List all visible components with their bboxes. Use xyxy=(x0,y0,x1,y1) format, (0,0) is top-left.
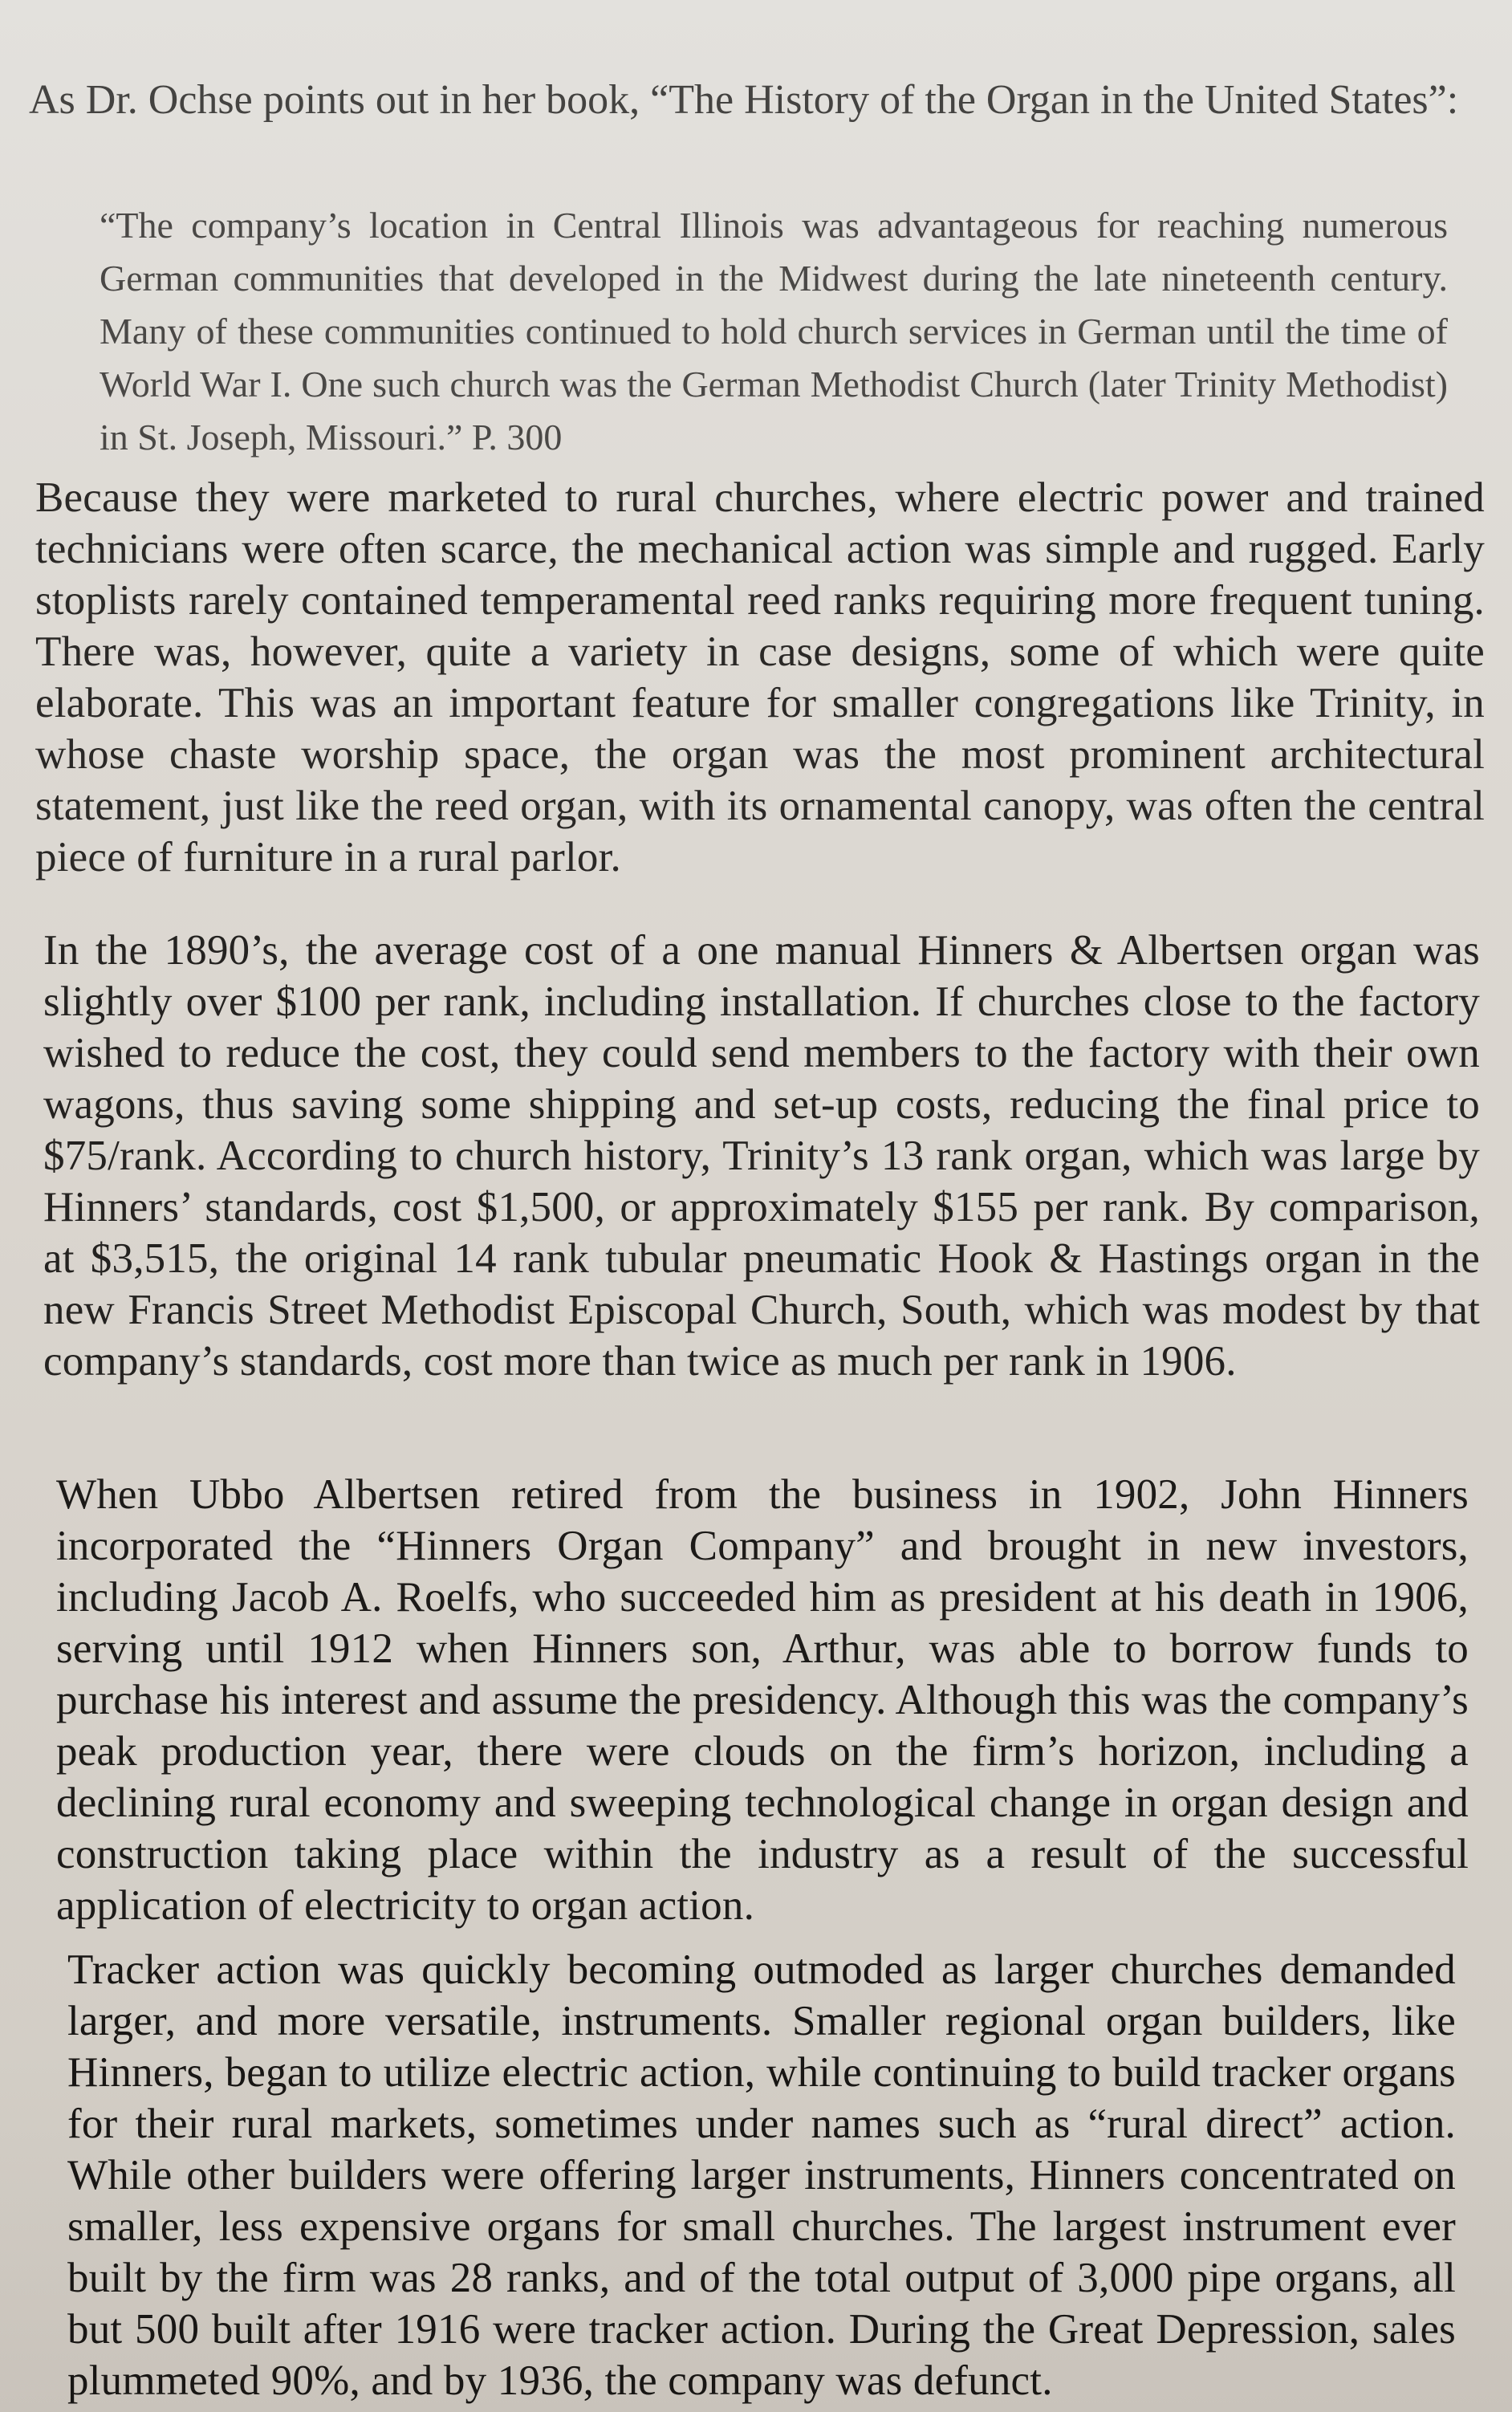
paragraph-organ-cost: In the 1890’s, the average cost of a one manual Hinners & Albertsen organ was slightly over $100 per rank, including installation. If churches close to the factory wished to reduce the cost, they could send members to the factory with their own wagons, thus saving some shipping and set-up costs, reducing the final price to $75/rank. According to church history, Trinity’s 13 rank organ, which was large by Hinners’ standards, cost $1,500, or approximately $155 per rank. By comparison, at $3,515, the original 14 rank tubular pneumatic Hook & Hastings organ in the new Francis Street Methodist Episcopal Church, South, which was modest by that company’s standards, cost more than twice as much per rank in 1906. xyxy=(43,927,1480,1385)
intro-paragraph: As Dr. Ochse points out in her book, “The History of the Organ in the United States”: xyxy=(29,77,1459,123)
paragraph-rural-churches: Because they were marketed to rural churches, where electric power and trained technicians were often scarce, the mechanical action was simple and rugged. Early stoplists rarely contained temperamental reed ranks requiring more frequent tuning. There was, however, quite a variety in case designs, some of which were quite elaborate. This was an important feature for smaller congregations like Trinity, in whose chaste worship space, the organ was the most prominent architectural statement, just like the reed organ, with its ornamental canopy, was often the central piece of furniture in a rural parlor. xyxy=(35,474,1485,881)
block-quote: “The company’s location in Central Illinois was advantageous for reaching numerous German communities that developed in the Midwest during the late nineteenth century. Many of these communities continued to hold church services in German until the time of World War I. One such church was the German Methodist Church (later Trinity Methodist) in St. Joseph, Missouri.” P. 300 xyxy=(100,205,1448,458)
paragraph-hinners-organ-company: When Ubbo Albertsen retired from the business in 1902, John Hinners incorporated the “Hinners Organ Company” and brought in new investors, including Jacob A. Roelfs, who succeeded him as president at his death in 1906, serving until 1912 when Hinners son, Arthur, was able to borrow funds to purchase his interest and assume the presidency. Although this was the company’s peak production year, there were clouds on the firm’s horizon, including a declining rural economy and sweeping technological change in organ design and construction taking place within the industry as a result of the successful application of electricity to organ action. xyxy=(56,1471,1469,1929)
paragraph-tracker-action: Tracker action was quickly becoming outmoded as larger churches demanded larger, and more versatile, instruments. Smaller regional organ builders, like Hinners, began to utilize electric action, while continuing to build tracker organs for their rural markets, sometimes under names such as “rural direct” action. While other builders were offering larger instruments, Hinners concentrated on smaller, less expensive organs for small churches. The largest instrument ever built by the firm was 28 ranks, and of the total output of 3,000 pipe organs, all but 500 built after 1916 were tracker action. During the Great Depression, sales plummeted 90%, and by 1936, the company was defunct. xyxy=(67,1946,1456,2404)
